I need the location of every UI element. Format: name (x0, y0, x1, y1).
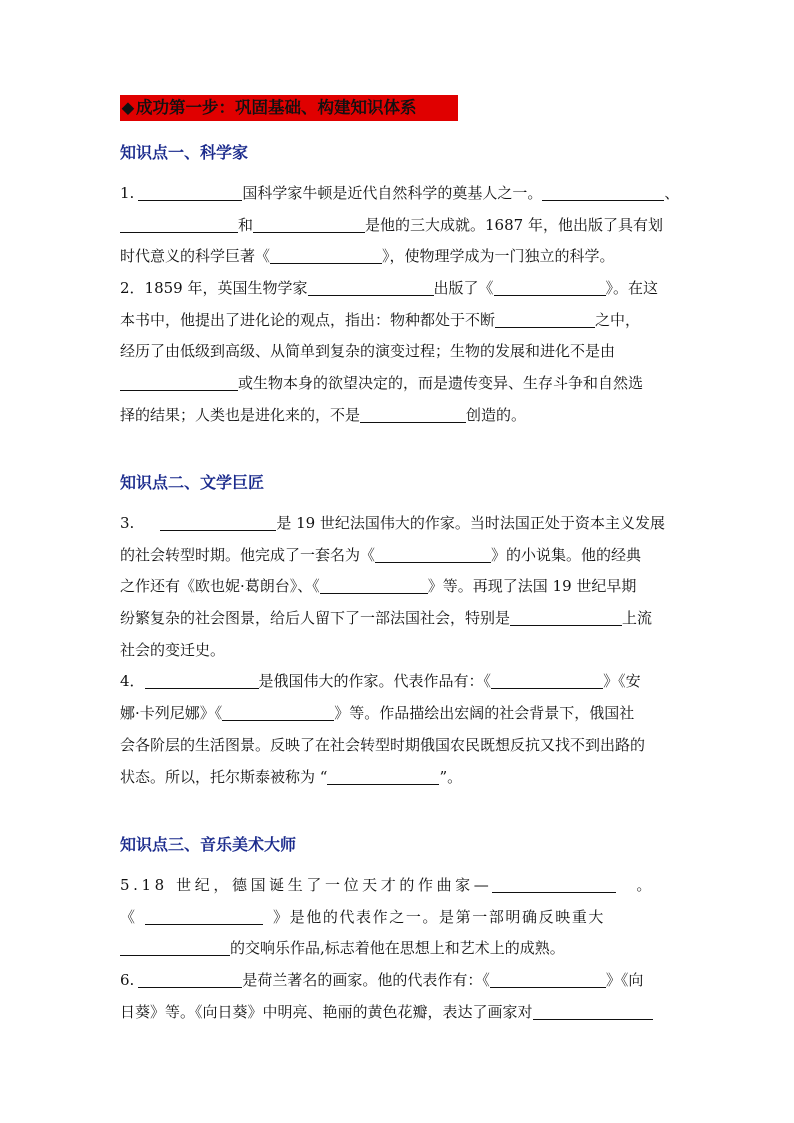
fill-blank[interactable] (533, 1001, 653, 1020)
text-segment: 《 (120, 907, 136, 926)
text-line (120, 178, 680, 210)
fill-blank[interactable] (375, 544, 491, 563)
diamond-icon: ◆ (121, 98, 135, 117)
fill-blank[interactable] (510, 607, 622, 626)
text-line (120, 666, 676, 698)
text-line (120, 210, 676, 242)
text-segment: 择的结果；人类也是进化来的，不是 (120, 405, 361, 424)
text-segment: 》是他的代表作之一。是第一部明确反映重大 (273, 907, 606, 926)
text-line (120, 273, 676, 305)
text-segment: 6. (120, 971, 135, 990)
fill-blank[interactable] (542, 182, 664, 201)
text-segment: 出版了《 (433, 279, 494, 298)
text-segment: 状态。所以，托尔斯泰被称为 “ (120, 767, 328, 786)
text-segment: 国科学家牛顿是近代自然科学的奠基人之一。 (242, 184, 543, 202)
text-segment: ”。 (439, 767, 463, 786)
text-segment: 》等。再现了法国 19 世纪早期 (427, 577, 637, 596)
fill-blank[interactable] (492, 874, 616, 893)
text-segment: 是 19 世纪法国伟大的作家。当时法国正处于资本主义发展 (276, 514, 665, 532)
text-line (120, 305, 676, 337)
fill-blank[interactable] (495, 309, 595, 328)
text-line (120, 635, 676, 667)
fill-blank[interactable] (145, 670, 259, 689)
text-segment: 的交响乐作品,标志着他在思想上和艺术上的成熟。 (230, 939, 565, 958)
text-line (120, 730, 676, 762)
text-line (120, 571, 676, 603)
text-segment: 》《安 (603, 672, 641, 691)
text-line (120, 997, 676, 1029)
text-segment: 2．1859 年，英国生物学家 (120, 279, 308, 298)
banner-title: 成功第一步：巩固基础、构建知识体系 (136, 98, 417, 117)
fill-blank[interactable] (320, 575, 428, 594)
text-line (120, 762, 676, 794)
text-segment: 4． (120, 672, 145, 691)
text-segment: 》。在这 (605, 279, 659, 298)
fill-blank[interactable] (360, 404, 466, 423)
text-segment: 和 (238, 215, 254, 234)
section-body-literature (120, 508, 676, 793)
text-segment: 社会的变迁史。 (120, 640, 226, 659)
section-banner (120, 95, 458, 121)
fill-blank[interactable] (253, 214, 365, 233)
fill-blank[interactable] (120, 372, 238, 391)
fill-blank[interactable] (160, 512, 276, 531)
text-line (120, 870, 676, 902)
fill-blank[interactable] (308, 277, 434, 296)
text-segment: 创造的。 (466, 405, 527, 424)
fill-blank[interactable] (491, 670, 603, 689)
fill-blank[interactable] (138, 182, 242, 201)
text-line (120, 698, 676, 730)
section-body-music-art (120, 870, 676, 1028)
text-line (120, 933, 676, 965)
text-segment: 本书中，他提出了进化论的观点，指出：物种都处于不断 (120, 310, 496, 329)
fill-blank[interactable] (145, 906, 263, 925)
text-segment: 、 (664, 184, 680, 202)
text-segment: 1. (120, 184, 135, 202)
text-segment: 纷繁复杂的社会图景，给后人留下了一部法国社会，特别是 (120, 609, 511, 628)
text-segment: 。 (636, 876, 652, 894)
text-segment: 》的小说集。他的经典 (491, 545, 642, 564)
section-body-scientists (120, 178, 680, 432)
text-line (120, 965, 676, 997)
text-segment: 日葵》等。《向日葵》中明亮、艳丽的黄色花瓣，表达了画家对 (120, 1002, 533, 1021)
text-segment: 的社会转型时期。他完成了一套名为《 (120, 545, 376, 564)
fill-blank[interactable] (327, 766, 439, 785)
fill-blank[interactable] (120, 937, 230, 956)
text-line (120, 400, 676, 432)
section-heading-scientists: 知识点一、科学家 (120, 143, 249, 162)
section-heading-music-art: 知识点三、音乐美术大师 (120, 835, 297, 854)
text-line (120, 603, 676, 635)
text-line (120, 508, 676, 540)
fill-blank[interactable] (120, 214, 238, 233)
text-segment: 之中， (595, 310, 641, 329)
fill-blank[interactable] (490, 969, 606, 988)
text-segment: 娜·卡列尼娜》《 (120, 704, 223, 723)
text-segment: 或生物本身的欲望决定的，而是遗传变异、生存斗争和自然选 (238, 374, 644, 393)
text-segment: 会各阶层的生活图景。反映了在社会转型时期俄国农民既想反抗又找不到出路的 (120, 735, 646, 754)
text-line (120, 368, 676, 400)
fill-blank[interactable] (494, 277, 606, 296)
text-line (120, 540, 676, 572)
fill-blank[interactable] (270, 245, 382, 264)
text-segment: 》，使物理学成为一门独立的科学。 (382, 247, 615, 266)
fill-blank[interactable] (138, 969, 242, 988)
text-line (120, 336, 676, 368)
text-segment: 是他的三大成就。1687 年，他出版了具有划 (365, 215, 663, 234)
text-segment: 时代意义的科学巨著《 (120, 247, 271, 266)
text-segment: 是荷兰著名的画家。他的代表作有：《 (242, 971, 490, 990)
text-segment: 》等。作品描绘出宏阔的社会背景下，俄国社 (334, 704, 635, 723)
text-line (120, 241, 676, 273)
text-line (120, 902, 676, 934)
text-segment: 3. (120, 514, 135, 532)
text-segment: 之作还有《欧也妮·葛朗台》、《 (120, 577, 320, 596)
text-segment: 是俄国伟大的作家。代表作品有：《 (258, 672, 492, 691)
text-segment: 》《向 (605, 971, 644, 990)
fill-blank[interactable] (222, 702, 334, 721)
section-heading-literature: 知识点二、文学巨匠 (120, 473, 265, 492)
text-segment: 5.18 世纪，德国诞生了一位天才的作曲家— (120, 876, 493, 894)
text-segment: 经历了由低级到高级、从简单到复杂的演变过程；生物的发展和进化不是由 (120, 342, 616, 361)
text-segment: 上流 (622, 609, 653, 628)
